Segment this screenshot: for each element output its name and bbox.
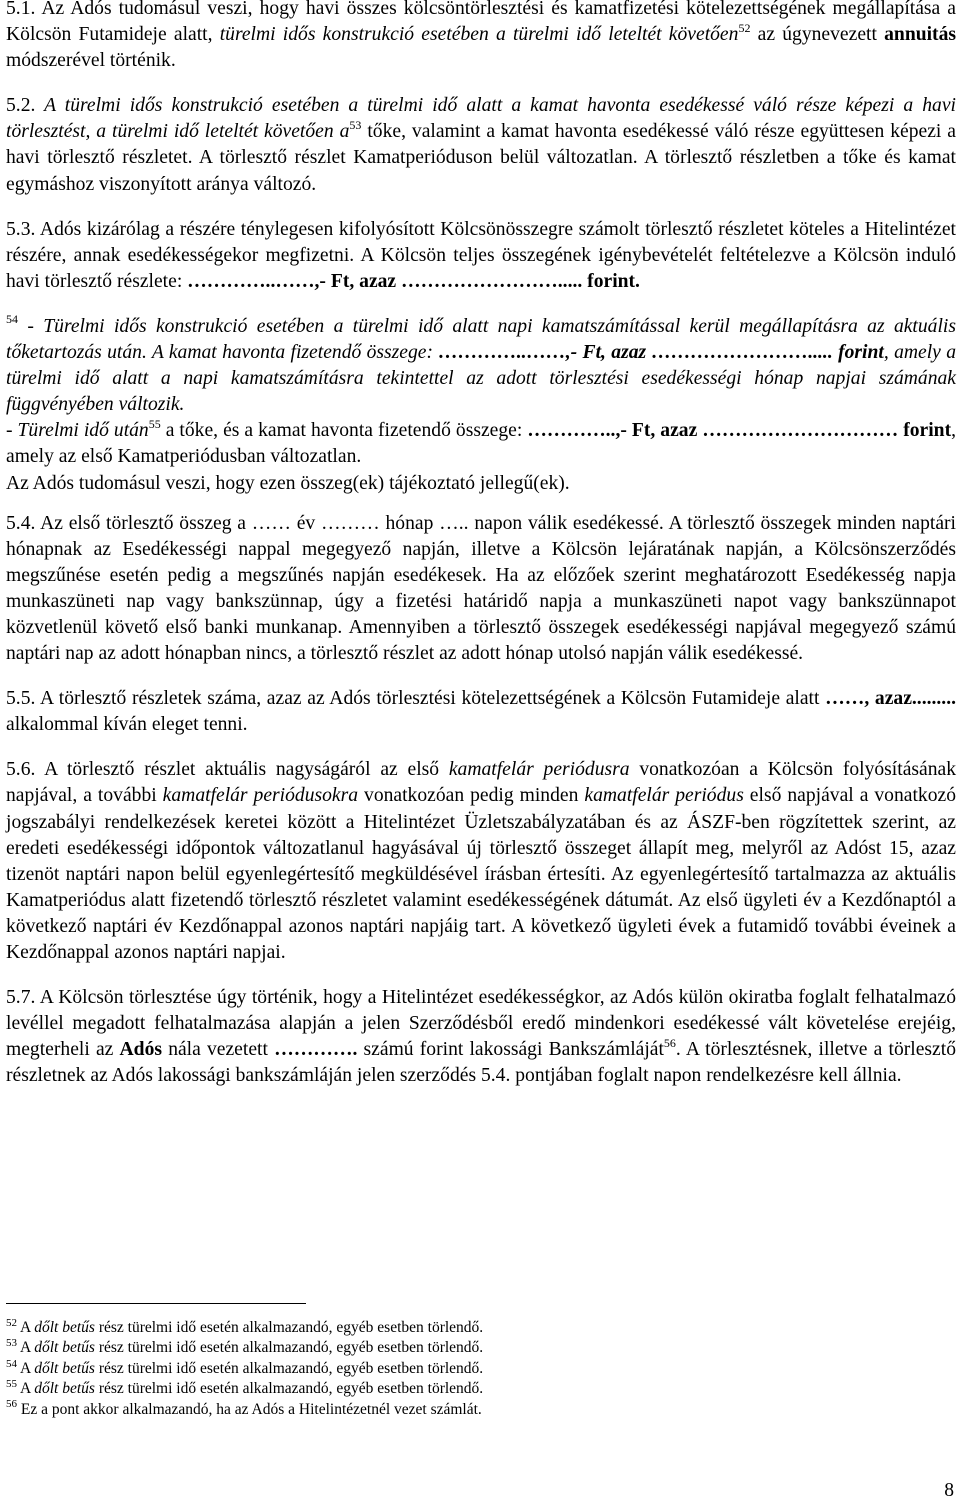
paragraph-5-1: 5.1. Az Adós tudomásul veszi, hogy havi összes kölcsöntörlesztési és kamatfizetési kötelezettségének megállapítása a Kölcsön Futamideje alatt, türelmi idős konstrukció esetében a türelmi idő leteltét követően$^{52}$ az úgynevezett annuitás módszerével történik. — [6, 0, 957, 72]
footnote-ref[interactable]: 52 — [738, 20, 751, 35]
footnote-separator — [6, 1303, 306, 1304]
page-number: 8 — [944, 1480, 954, 1501]
account-blank: …………. — [274, 1039, 358, 1061]
document-body — [6, 0, 956, 1089]
footnote-52: $^{52}$ A dőlt betűs rész türelmi idő esetén alkalmazandó, egyéb esetben törlendő. — [6, 1316, 484, 1336]
footnote-53: $^{53}$ A dőlt betűs rész türelmi idő esetén alkalmazandó, egyéb esetben törlendő. — [6, 1337, 484, 1357]
paragraph-5-5: 5.5. A törlesztő részletek száma, azaz az Adós törlesztési kötelezettségének a Kölcsön Futamideje alatt ……, azaz......... alkalommal kíván eleget tenni. — [6, 688, 956, 736]
footnote-55: $^{55}$ A dőlt betűs rész türelmi idő esetén alkalmazandó, egyéb esetben törlendő. — [6, 1378, 484, 1398]
footnote-54: $^{54}$ A dőlt betűs rész türelmi idő esetén alkalmazandó, egyéb esetben törlendő. — [6, 1357, 484, 1377]
bold-term: annuitás — [884, 24, 957, 46]
footnote-ref[interactable]: 53 — [349, 117, 362, 132]
paragraph-5-6: 5.6. A törlesztő részlet aktuális nagyságáról az első kamatfelár periódusra vonatkozóan a Kölcsön folyósításának napjával, a további kamatfelár periódusokra vonatkozóan pedig minden kamatfelár periódus első napjával a vonatkozó jogszabályi rendelkezések keretei között a Hitelintézet Üzletszabályzatában és az ÁSZF-ben rögzítettek szerint, az eredeti esedékességi időpontok változatlanul hagyásával új törlesztő összeget állapít meg, melyről az Adóst 15, azaz tizenöt naptári napon belül egyenlegértesítő megküldésével írásban értesíti. Az egyenlegértesítő tartalmazza az aktuális Kamatperiódus alatt fizetendő törlesztő részletet valamint esedékességének dátumát. Az első ügyleti év a Kezdőnaptól a következő naptári év Kezdőnappal azonos naptári napjáig tart. A következő ügyleti évek a futamidő további éveinek a Kezdőnappal azonos naptári napjai. — [6, 759, 956, 963]
section-number: 5.1. — [6, 0, 36, 19]
paragraph-5-3: 5.3. Adós kizárólag a részére ténylegesen kifolyósított Kölcsönösszegre számolt törlesztő részletet köteles a Hitelintézet részére, annak esedékességekor megfizetni. A Kölcsön teljes összegének igénybevételét feltételezve a Kölcsön induló havi törlesztő részlete: …………..……,- Ft, azaz ……………………..... forint. — [6, 218, 956, 292]
italic-text: türelmi idős konstrukció esetében a türelmi idő leteltét követően — [219, 24, 739, 46]
footnote-ref[interactable]: 55 — [148, 416, 161, 431]
amount-blank: …………..……,- Ft, azaz ……………………..... forint. — [187, 270, 640, 292]
paragraph-after-grace-period: - Türelmi idő után$^{55}$ a tőke, és a kamat havonta fizetendő összege: …………..,- Ft, azaz ………………………… forint, amely az első Kamatperiódusban változatlan. — [6, 416, 956, 468]
count-blank: ……, azaz......... — [825, 688, 956, 710]
amount-blank: …………..……,- Ft, azaz ……………………..... forint — [438, 342, 884, 364]
section-number: 5.4. — [6, 512, 36, 534]
footnotes — [6, 1318, 946, 1420]
footnote-ref[interactable]: 54 — [6, 312, 18, 327]
footnote-ref[interactable]: 56 — [663, 1035, 676, 1050]
paragraph-grace-period-note: $^{54}$ - Türelmi idős konstrukció esetében a türelmi idő alatt napi kamatszámítással kerül megállapításra az aktuális tőketartozás után. A kamat havonta fizetendő összege: …………..……,- Ft, azaz ……………………..... forint, amely a türelmi idő alatt a napi kamatszámításra tekintettel az adott törlesztési esedékességi hónap napjai számának függvényében változik. — [6, 312, 956, 416]
paragraph-informative-note: Az Adós tudomásul veszi, hogy ezen összeg(ek) tájékoztató jellegű(ek). — [6, 472, 570, 494]
section-number: 5.7. — [6, 987, 36, 1009]
bold-term: Adós — [119, 1039, 163, 1061]
paragraph-5-2: 5.2. A türelmi idős konstrukció esetében a türelmi idő alatt a kamat havonta esedékessé váló része képezi a havi törlesztést, a türelmi idő leteltét követően $a^{53}$ tőke, valamint a kamat havonta esedékessé váló része együttesen képezi a havi törlesztő részletet. A törlesztő részlet Kamatperióduson belül változatlan. A törlesztő részletben a tőke és kamat egymáshoz viszonyított aránya változó. — [6, 95, 956, 195]
section-number: 5.2. — [6, 95, 36, 117]
paragraph-5-7: 5.7. A Kölcsön törlesztése úgy történik, hogy a Hitelintézet esedékességkor, az Adós külön okiratba foglalt felhatalmazó levéllel megadott felhatalmazása alapján a jelen Szerződésből eredő mindenkori esedékessé vált követelése erejéig, megterheli az Adós nála vezetett …………. számú forint lakossági Bankszámláját$^{56}$. A törlesztésnek, illetve a törlesztő részletnek az Adós lakossági bankszámláján jelen szerződés 5.4. pontjában foglalt napon rendelkezésre kell állnia. — [6, 987, 956, 1087]
section-number: 5.6. — [6, 759, 36, 781]
section-number: 5.5. — [6, 688, 36, 710]
amount-blank: …………..,- Ft, azaz ………………………… forint — [527, 420, 952, 442]
footnote-56: $^{56}$ Ez a pont akkor alkalmazandó, ha az Adós a Hitelintézetnél vezet számlát. — [6, 1398, 482, 1418]
paragraph-5-4: 5.4. Az első törlesztő összeg a …… év ……… hónap ….. napon válik esedékessé. A törlesztő összegek minden naptári hónapnak az Esedékességi nappal megegyező napján, illetve a Kölcsön lejáratának napján, a Kölcsönszerződés megszűnése esetén pedig a megszűnés napján esedékesek. Ha az előzőek szerint meghatározott Esedékesség napja munkaszüneti nap vagy bankszünnap, úgy a fizetési határidő napja a munkaszüneti napot vagy bankszünnapot közvetlenül követő első banki munkanap. Amennyiben a törlesztő összegek esedékességi napjával megegyező számú naptári nap az adott hónapban nincs, a törlesztő részlet az adott hónap utolsó napján válik esedékessé. — [6, 512, 956, 665]
section-number: 5.3. — [6, 218, 36, 240]
